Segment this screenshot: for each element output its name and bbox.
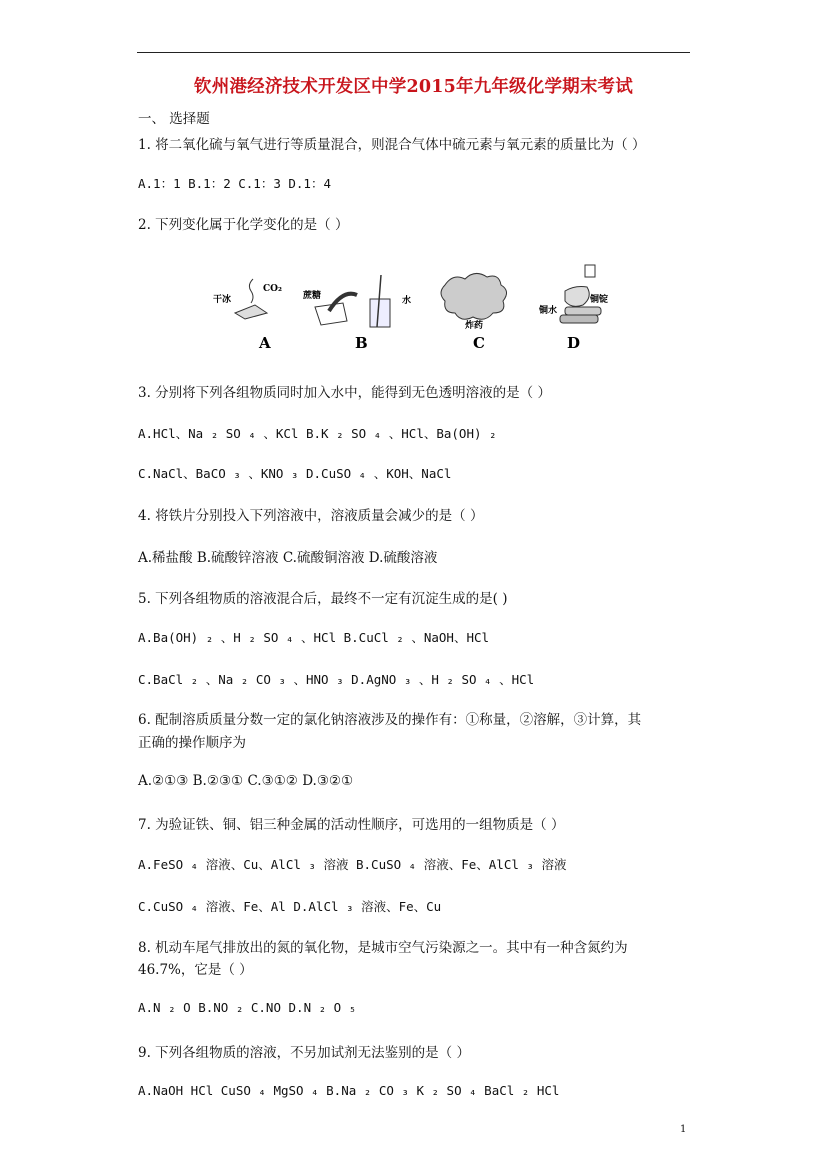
question-9: 9. 下列各组物质的溶液，不另加试剂无法鉴别的是（ ） (138, 1045, 470, 1061)
label-water: 水 (402, 296, 412, 306)
question-3: 3. 分别将下列各组物质同时加入水中，能得到无色透明溶液的是（ ） (138, 385, 551, 401)
figure-d (538, 265, 608, 352)
question-6-cont: 正确的操作顺序为 (138, 735, 246, 751)
question-8-cont: 46.7%，它是（ ） (138, 962, 253, 978)
question-4: 4. 将铁片分别投入下列溶液中，溶液质量会减少的是（ ） (138, 508, 484, 524)
page-number: 1 (680, 1124, 687, 1135)
question-9-options: A.NaOH HCl CuSO ₄ MgSO ₄ B.Na ₂ CO ₃ K ₂ SO ₄ BaCl ₂ HCl (138, 1083, 560, 1098)
label-co2: CO₂ (263, 284, 282, 294)
figure-a (213, 279, 282, 352)
question-7-options-ab: A.FeSO ₄ 溶液、Cu、AlCl ₃ 溶液 B.CuSO ₄ 溶液、Fe、AlCl ₃ 溶液 (138, 857, 567, 872)
figure-b (303, 275, 411, 352)
question-5-options-cd: C.BaCl ₂ 、Na ₂ CO ₃ 、HNO ₃ D.AgNO ₃ 、H ₂ SO ₄ 、HCl (138, 672, 535, 687)
section-heading: 一、 选择题 (138, 111, 210, 127)
question-7: 7. 为验证铁、铜、铝三种金属的活动性顺序，可选用的一组物质是（ ） (138, 817, 565, 833)
question-7-options-cd: C.CuSO ₄ 溶液、Fe、Al D.AlCl ₃ 溶液、Fe、Cu (138, 899, 442, 914)
label-explosive: 炸药 (465, 321, 484, 331)
page-title: 钦州港经济技术开发区中学2015年九年级化学期末考试 (194, 77, 633, 97)
label-dry-ice: 干冰 (213, 295, 232, 305)
question-6: 6. 配制溶质质量分数一定的氯化钠溶液涉及的操作有：①称量，②溶解，③计算，其 (138, 712, 642, 728)
question-1-options: A.1：1 B.1：2 C.1：3 D.1：4 (138, 176, 331, 191)
question-6-options: A.②①③ B.②③① C.③①② D.③②① (138, 773, 354, 789)
question-1: 1. 将二氧化硫与氧气进行等质量混合，则混合气体中硫元素与氧元素的质量比为（ ） (138, 137, 646, 153)
question-3-options-cd: C.NaCl、BaCO ₃ 、KNO ₃ D.CuSO ₄ 、KOH、NaCl (138, 466, 452, 481)
question-8-options: A.N ₂ O B.NO ₂ C.NO D.N ₂ O ₅ (138, 1000, 357, 1015)
option-a-label: A (259, 334, 271, 352)
question-4-options: A.稀盐酸 B.硫酸锌溶液 C.硫酸铜溶液 D.硫酸溶液 (138, 550, 438, 566)
label-copper-water: 铜水 (539, 306, 558, 316)
question-8: 8. 机动车尾气排放出的氮的氧化物，是城市空气污染源之一。其中有一种含氮约为 (138, 940, 628, 956)
question-5: 5. 下列各组物质的溶液混合后，最终不一定有沉淀生成的是( ) (138, 591, 508, 607)
figure-c (441, 273, 507, 352)
label-copper-ingot: 铜锭 (590, 295, 609, 305)
question-2: 2. 下列变化属于化学变化的是（ ） (138, 217, 349, 233)
option-b-label: B (355, 334, 368, 352)
question-5-options-ab: A.Ba(OH) ₂ 、H ₂ SO ₄ 、HCl B.CuCl ₂ 、NaOH、HCl (138, 630, 490, 645)
option-d-label: D (567, 334, 581, 352)
question-3-options-ab: A.HCl、Na ₂ SO ₄ 、KCl B.K ₂ SO ₄ 、HCl、Ba(OH) ₂ (138, 426, 497, 441)
header-rule (137, 52, 690, 53)
label-sugar: 蔗糖 (303, 291, 322, 301)
chemical-change-figure (205, 255, 625, 355)
option-c-label: C (473, 334, 485, 352)
